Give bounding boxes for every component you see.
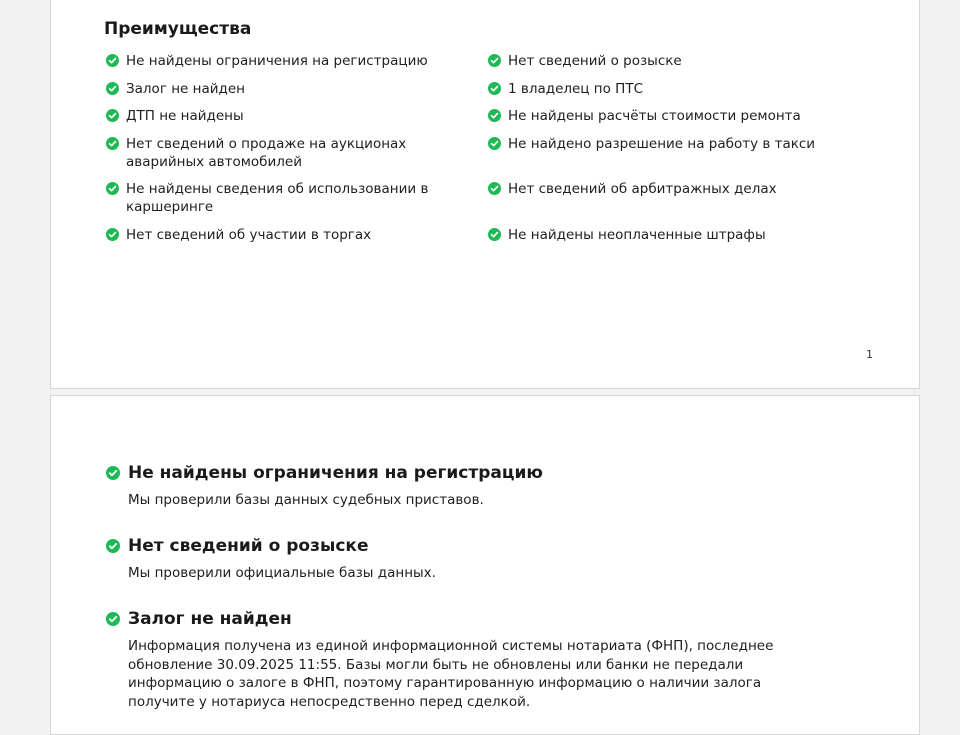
detail-section-text: Мы проверили официальные базы данных. [128, 565, 436, 581]
detail-section-text: Информация получена из единой информационной системы нотариата (ФНП), последнее обновление 30.09.2025 11:55. Базы могли быть не обновлены или банки не передали информацию о залоге в ФНП, поэтому гарантированную информацию о наличии залога получите у нотариуса непосредственно перед сделкой. [128, 638, 774, 710]
advantage-item: Не найдено разрешение на работу в такси [488, 135, 868, 153]
detail-section-header [106, 463, 846, 483]
detail-section-header [106, 609, 826, 629]
report-page-2 [50, 395, 920, 735]
check-circle-icon [488, 109, 501, 122]
advantage-item: Нет сведений о розыске [488, 52, 848, 70]
advantage-item: Не найдены неоплаченные штрафы [488, 226, 848, 244]
detail-section [106, 463, 846, 510]
check-circle-icon [488, 182, 501, 195]
check-circle-icon [106, 82, 119, 95]
detail-section-header [106, 536, 846, 556]
check-circle-icon [106, 137, 119, 150]
check-circle-icon [106, 466, 120, 480]
page-number: 1 [866, 348, 873, 361]
advantage-item: Нет сведений об арбитражных делах [488, 180, 848, 198]
detail-section [106, 609, 826, 711]
detail-section-title: Залог не найден [128, 609, 292, 629]
advantage-item: 1 владелец по ПТС [488, 80, 848, 98]
advantage-item: Не найдены ограничения на регистрацию [106, 52, 466, 70]
detail-section-title: Не найдены ограничения на регистрацию [128, 463, 543, 483]
detail-section-title: Нет сведений о розыске [128, 536, 369, 556]
advantage-item: Залог не найден [106, 80, 466, 98]
check-circle-icon [488, 137, 501, 150]
report-page-1 [50, 0, 920, 389]
check-circle-icon [106, 228, 119, 241]
advantage-item: Не найдены сведения об использовании в каршеринге [106, 180, 436, 216]
detail-section-text: Мы проверили базы данных судебных приставов. [128, 492, 484, 508]
check-circle-icon [488, 82, 501, 95]
advantage-item: Нет сведений о продаже на аукционах аварийных автомобилей [106, 135, 481, 171]
check-circle-icon [106, 182, 119, 195]
advantages-title: Преимущества [104, 19, 252, 39]
advantage-item: Нет сведений об участии в торгах [106, 226, 466, 244]
advantage-item: Не найдены расчёты стоимости ремонта [488, 107, 848, 125]
check-circle-icon [106, 109, 119, 122]
detail-section [106, 536, 846, 583]
check-circle-icon [488, 54, 501, 67]
check-circle-icon [106, 539, 120, 553]
check-circle-icon [106, 612, 120, 626]
check-circle-icon [488, 228, 501, 241]
check-circle-icon [106, 54, 119, 67]
advantage-item: ДТП не найдены [106, 107, 466, 125]
